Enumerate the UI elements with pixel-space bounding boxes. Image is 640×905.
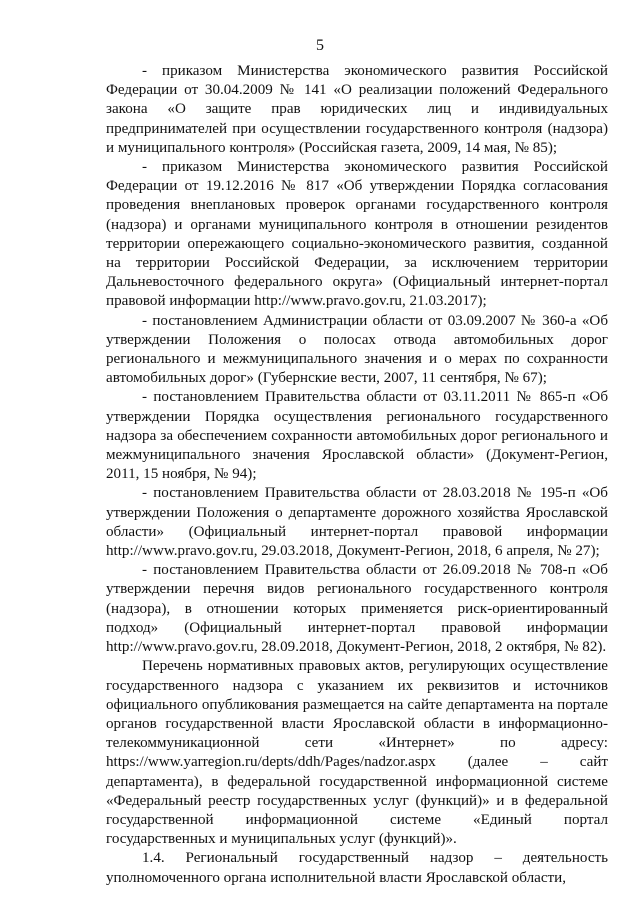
document-body — [106, 62, 608, 888]
paragraph-acts-list: Перечень нормативных правовых актов, регулирующих осуществление государственного надзора с указанием их реквизитов и источников официального опубликования размещается на сайте департамента на портале органов государственной власти Ярославской области в информационно-телекоммуникационной сети «Интернет» по адресу: https://www.yarregion.ru/depts/ddh/Pages/nadzor.aspx (далее – сайт департамента), в федеральной государственной информационной системе «Федеральный реестр государственных услуг (функций)» и в федеральной государственной информационной системе «Единый портал государственных и муниципальных услуг (функций)». — [106, 658, 608, 848]
paragraph-resolution-360a: - постановлением Администрации области от 03.09.2007 № 360-а «Об утверждении Положения о полосах отвода автомобильных дорог регионального и межмуниципального значения и о мерах по сохранности автомобильных дорог» (Губернские вести, 2007, 11 сентября, № 67); — [106, 312, 608, 387]
paragraph-resolution-865p: - постановлением Правительства области от 03.11.2011 № 865-п «Об утверждении Порядка осуществления регионального государственного надзора за обеспечением сохранности автомобильных дорог регионального и межмуниципального значения Ярославской области» (Документ-Регион, 2011, 15 ноября, № 94); — [106, 389, 608, 483]
paragraph-section-1-4: 1.4. Региональный государственный надзор – деятельность уполномоченного органа исполнительной власти Ярославской области, — [106, 850, 608, 886]
paragraph-order-817: - приказом Министерства экономического развития Российской Федерации от 19.12.2016 № 817 «Об утверждении Порядка согласования проведения внеплановых проверок органами государственного контроля (надзора) и органами муниципального контроля в отношении резидентов территории опережающего социально-экономического развития, созданной на территории Российской Федерации, за исключением территории Дальневосточного федерального округа» (Официальный интернет-портал правовой информации http://www.pravo.gov.ru, 21.03.2017); — [106, 159, 608, 310]
paragraph-order-141: - приказом Министерства экономического развития Российской Федерации от 30.04.2009 № 141 «О реализации положений Федерального закона «О защите прав юридических лиц и индивидуальных предпринимателей при осуществлении государственного контроля (надзора) и муниципального контроля» (Российская газета, 2009, 14 мая, № 85); — [106, 63, 608, 156]
paragraph-resolution-708p: - постановлением Правительства области от 26.09.2018 № 708-п «Об утверждении перечня видов регионального государственного контроля (надзора), в отношении которых применяется риск-ориентированный подход» (Официальный интернет-портал правовой информации http://www.pravo.gov.ru, 28.09.2018, Документ-Регион, 2018, 2 октября, № 82). — [106, 562, 608, 656]
page-number: 5 — [316, 37, 324, 54]
paragraph-resolution-195p: - постановлением Правительства области от 28.03.2018 № 195-п «Об утверждении Положения о департаменте дорожного хозяйства Ярославской области» (Официальный интернет-портал правовой информации http://www.pravo.gov.ru, 29.03.2018, Документ-Регион, 2018, 6 апреля, № 27); — [106, 485, 608, 560]
